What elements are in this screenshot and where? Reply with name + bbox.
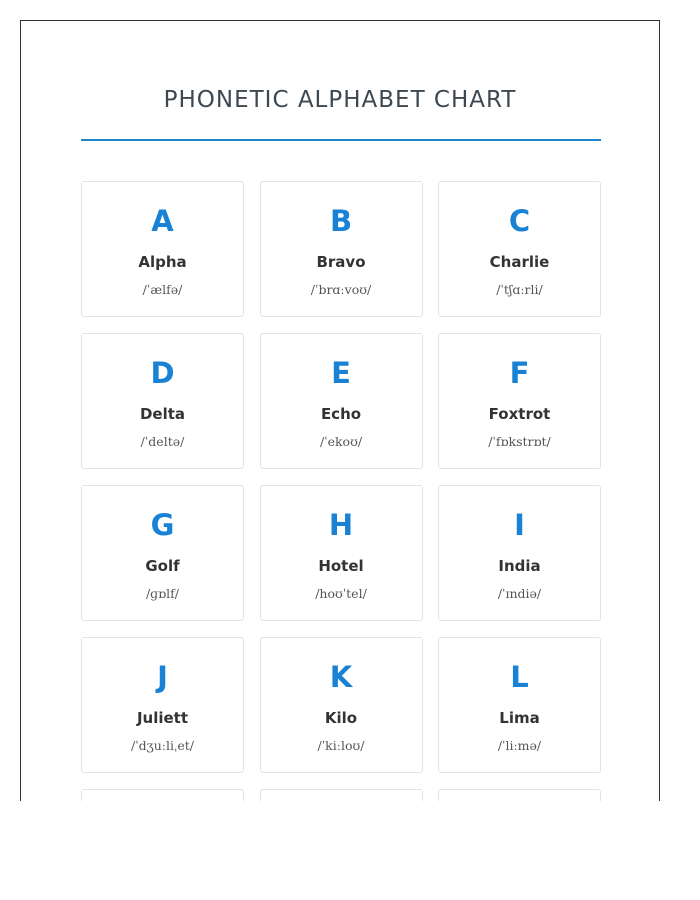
- card-code-word: Foxtrot: [488, 405, 551, 423]
- card-letter: H: [328, 508, 354, 542]
- letter-card-k: [260, 637, 423, 773]
- card-letter: A: [151, 204, 174, 238]
- card-pronunciation: /ɡɒlf/: [145, 586, 180, 601]
- letter-card-l: [438, 637, 601, 773]
- card-code-word: Charlie: [489, 253, 550, 271]
- letter-card-partial: [81, 789, 244, 801]
- letter-card-g: [81, 485, 244, 621]
- letter-card-c: [438, 181, 601, 317]
- card-pronunciation: /ˈtʃɑːrli/: [496, 282, 543, 297]
- card-pronunciation: /ˈdeltə/: [140, 434, 185, 449]
- card-code-word: Delta: [139, 405, 186, 423]
- letter-card-d: [81, 333, 244, 469]
- card-code-word: Golf: [145, 557, 180, 575]
- card-code-word: India: [498, 557, 541, 575]
- card-pronunciation: /ˈdʒuːliˌet/: [130, 738, 195, 753]
- letter-card-i: [438, 485, 601, 621]
- card-letter: L: [510, 660, 529, 694]
- card-pronunciation: /ˈekoʊ/: [319, 434, 363, 449]
- letter-card-e: [260, 333, 423, 469]
- card-letter: J: [157, 660, 168, 694]
- card-pronunciation: /ˈbrɑːvoʊ/: [310, 282, 372, 297]
- letter-card-h: [260, 485, 423, 621]
- card-code-word: Lima: [499, 709, 540, 727]
- card-pronunciation: /hoʊˈtel/: [315, 586, 367, 601]
- title-divider: [81, 139, 601, 141]
- card-pronunciation: /ˈælfə/: [142, 282, 183, 297]
- alphabet-grid: [81, 181, 601, 801]
- card-letter: K: [329, 660, 353, 694]
- card-letter: C: [508, 204, 531, 238]
- chart-page: [20, 20, 660, 801]
- letter-card-j: [81, 637, 244, 773]
- letter-card-a: [81, 181, 244, 317]
- letter-card-partial: [438, 789, 601, 801]
- page-title: PHONETIC ALPHABET CHART: [163, 87, 517, 113]
- card-code-word: Hotel: [318, 557, 364, 575]
- card-letter: G: [150, 508, 175, 542]
- card-code-word: Juliett: [136, 709, 189, 727]
- card-pronunciation: /ˈɪndiə/: [497, 586, 542, 601]
- card-letter: B: [329, 204, 353, 238]
- card-pronunciation: /ˈliːmə/: [497, 738, 542, 753]
- letter-card-f: [438, 333, 601, 469]
- card-pronunciation: /ˈfɒkstrɒt/: [488, 434, 551, 449]
- card-pronunciation: /ˈkiːloʊ/: [317, 738, 365, 753]
- card-letter: D: [150, 356, 175, 390]
- letter-card-b: [260, 181, 423, 317]
- card-letter: E: [331, 356, 351, 390]
- card-code-word: Echo: [320, 405, 362, 423]
- card-letter: I: [514, 508, 525, 542]
- letter-card-partial: [260, 789, 423, 801]
- card-code-word: Kilo: [324, 709, 358, 727]
- card-code-word: Bravo: [316, 253, 366, 271]
- card-letter: F: [509, 356, 530, 390]
- card-code-word: Alpha: [138, 253, 187, 271]
